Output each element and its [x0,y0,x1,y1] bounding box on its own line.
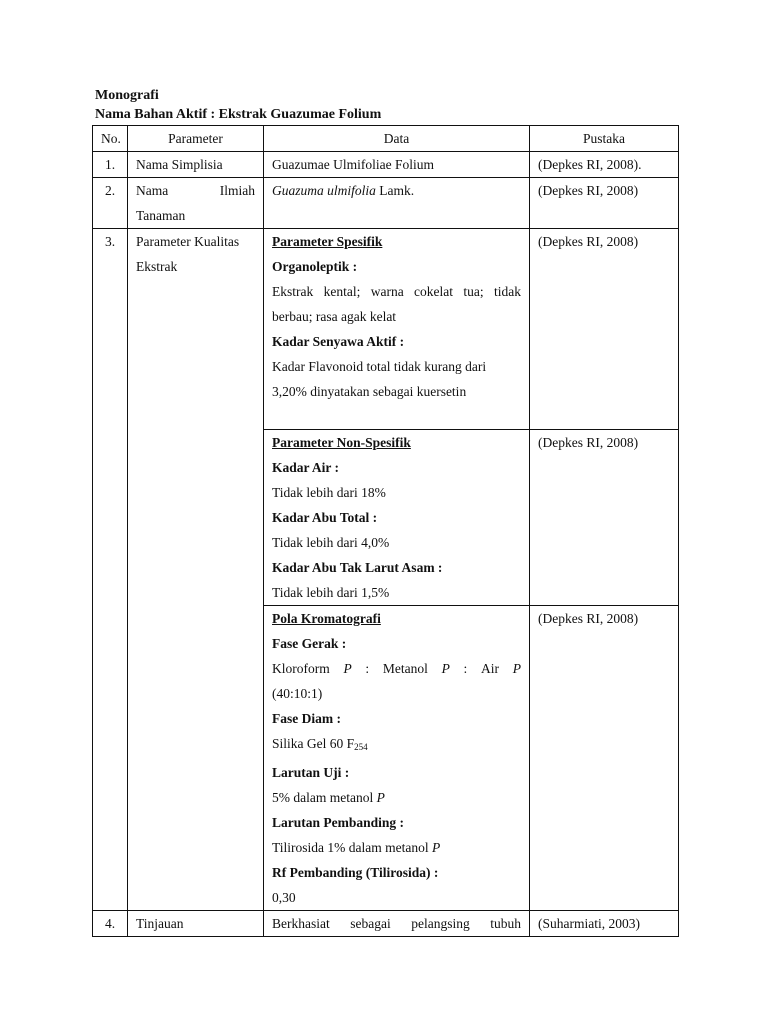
data-cell: Berkhasiat sebagai pelangsing tubuh [264,911,530,937]
field-value: Tidak lebih dari 4,0% [272,535,390,550]
solvent: Air [481,661,499,676]
table-header-row [93,126,679,152]
parameter-cell: Nama Simplisia [128,152,264,178]
field-value-line [272,785,521,810]
column-header-parameter: Parameter [128,126,264,152]
parameter-line: Ekstrak [136,259,178,274]
field-label: Fase Diam : [272,711,341,726]
table-row [93,178,679,229]
field-value-line [272,731,521,760]
row-number: 4. [93,911,128,937]
subscript: 254 [354,742,368,752]
field-value: 0,30 [272,890,296,905]
section-heading: Parameter Non-Spesifik [272,435,411,450]
pustaka-cell: (Depkes RI, 2008) [530,430,679,606]
field-label: Kadar Air : [272,460,340,475]
parameter-cell [128,178,264,229]
document-title: Monografi [95,88,159,103]
field-value: 3,20% dinyatakan sebagai kuersetin [272,384,467,399]
column-header-no: No. [93,126,128,152]
field-label: Fase Gerak : [272,636,347,651]
pustaka-cell: (Depkes RI, 2008) [530,606,679,911]
monograph-table [92,125,679,937]
parameter-word: Ilmiah [219,183,255,198]
field-value-line [272,656,521,681]
field-value-line [272,835,521,860]
solvent-grade: P [376,790,385,805]
section-heading: Pola Kromatografi [272,611,381,626]
parameter-cell [128,229,264,911]
field-value: Tidak lebih dari 1,5% [272,585,390,600]
column-header-pustaka: Pustaka [530,126,679,152]
solvent-grade: P [441,661,450,676]
solvent-grade: P [343,661,352,676]
empty-line [272,404,521,429]
scientific-name: Guazuma ulmifolia [272,183,376,198]
field-label: Larutan Pembanding : [272,815,405,830]
solvent: Metanol [382,661,428,676]
row-number: 2. [93,178,128,229]
pustaka-cell: (Depkes RI, 2008) [530,178,679,229]
field-label: Rf Pembanding (Tilirosida) : [272,865,439,880]
data-cell [264,178,530,229]
field-value: Ekstrak kental; warna cokelat tua; tidak [272,284,521,299]
solvent-grade: P [512,661,521,676]
field-label: Kadar Senyawa Aktif : [272,334,405,349]
data-cell-spesifik [264,229,530,430]
separator: : [463,661,468,676]
field-value: berbau; rasa agak kelat [272,309,397,324]
field-label: Organoleptik : [272,259,358,274]
row-number: 1. [93,152,128,178]
section-heading: Parameter Spesifik [272,234,383,249]
pustaka-cell: (Depkes RI, 2008) [530,229,679,430]
table-row [93,911,679,937]
field-label: Kadar Abu Tak Larut Asam : [272,560,443,575]
field-value: Tilirosida 1% dalam metanol [272,840,432,855]
field-value: Tidak lebih dari 18% [272,485,386,500]
solvent-grade: P [431,840,441,855]
parameter-line: Parameter Kualitas [136,234,240,249]
row-number: 3. [93,229,128,911]
solvent: Kloroform [272,661,330,676]
field-value: Silika Gel 60 F [272,736,355,751]
field-value: (40:10:1) [272,686,323,701]
table-row [93,152,679,178]
document-subtitle: Nama Bahan Aktif : Ekstrak Guazumae Folium [95,107,382,122]
data-cell-kromatografi [264,606,530,911]
parameter-line [136,178,255,203]
data-cell: Guazumae Ulmifoliae Folium [264,152,530,178]
data-cell-non-spesifik [264,430,530,606]
parameter-cell: Tinjauan [128,911,264,937]
pustaka-cell: (Depkes RI, 2008). [530,152,679,178]
field-label: Larutan Uji : [272,765,350,780]
field-value: 5% dalam metanol [272,790,377,805]
column-header-data: Data [264,126,530,152]
field-value: Kadar Flavonoid total tidak kurang dari [272,359,487,374]
parameter-word: Nama [136,183,169,198]
pustaka-cell: (Suharmiati, 2003) [530,911,679,937]
parameter-line: Tanaman [136,208,186,223]
table-row [93,229,679,430]
field-label: Kadar Abu Total : [272,510,378,525]
separator: : [365,661,370,676]
author-abbrev: Lamk. [375,183,415,198]
